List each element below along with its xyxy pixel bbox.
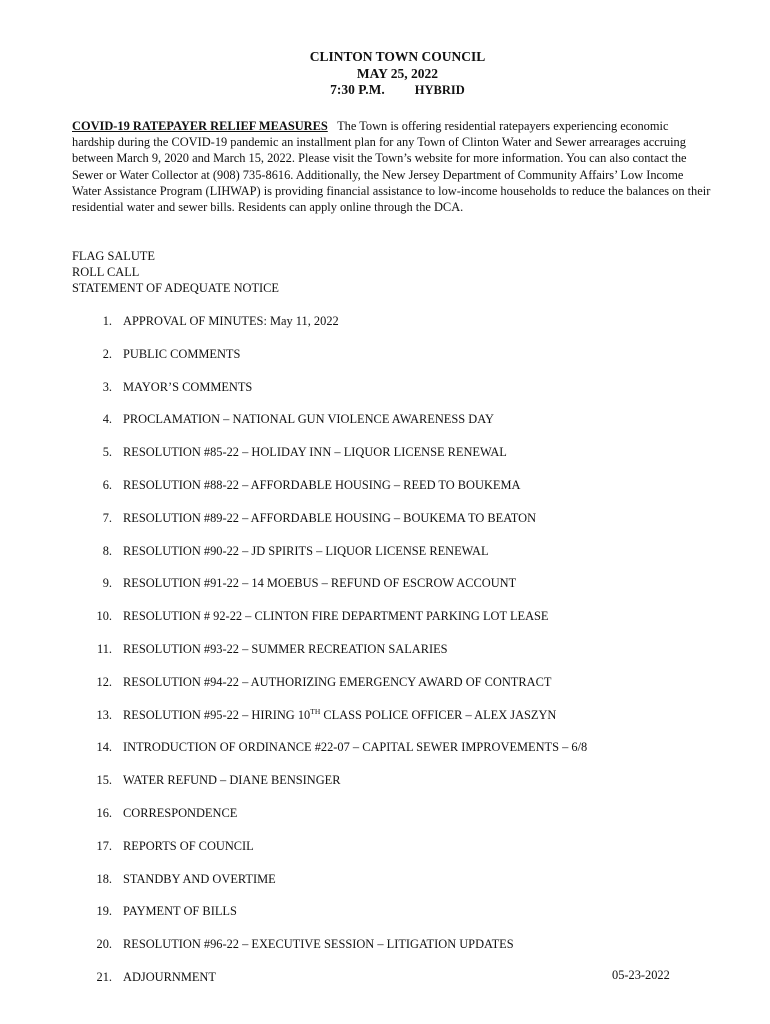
agenda-item-text: INTRODUCTION OF ORDINANCE #22-07 – CAPITAL SEWER IMPROVEMENTS – 6/8	[123, 740, 588, 755]
agenda-item-number: 8.	[102, 543, 112, 558]
agenda-item-text: RESOLUTION # 92-22 – CLINTON FIRE DEPARTMENT PARKING LOT LEASE	[123, 609, 549, 624]
agenda-item-number: 2.	[102, 346, 112, 361]
agenda-item-text: RESOLUTION #90-22 – JD SPIRITS – LIQUOR LICENSE RENEWAL	[123, 543, 489, 558]
agenda-item-text: WATER REFUND – DIANE BENSINGER	[123, 773, 341, 788]
agenda-item-number: 4.	[102, 412, 112, 427]
agenda-item-number: 20.	[96, 937, 112, 952]
agenda-item-text: REPORTS OF COUNCIL	[123, 838, 254, 853]
agenda-item-text: ADJOURNMENT	[123, 970, 216, 984]
agenda-item-text: PUBLIC COMMENTS	[123, 346, 241, 361]
opening-items	[72, 248, 279, 297]
agenda-item-number: 5.	[102, 445, 112, 460]
flag-salute: FLAG SALUTE	[72, 249, 155, 263]
agenda-item-number: 19.	[96, 904, 112, 919]
agenda-item-number: 18.	[96, 871, 112, 886]
meeting-format: HYBRID	[414, 83, 465, 97]
agenda-item-number: 6.	[102, 478, 112, 492]
agenda-item-number: 13.	[96, 707, 112, 722]
agenda-item-number: 3.	[102, 379, 112, 394]
statement-of-notice: STATEMENT OF ADEQUATE NOTICE	[72, 281, 280, 296]
agenda-item-text: RESOLUTION #93-22 – SUMMER RECREATION SALARIES	[123, 642, 448, 656]
meeting-date: MAY 25, 2022	[356, 65, 439, 81]
agenda-item-text-start: RESOLUTION #95-22 – HIRING 10	[123, 707, 311, 722]
agenda-item-text: RESOLUTION #85-22 – HOLIDAY INN – LIQUOR LICENSE RENEWAL	[123, 445, 507, 460]
agenda-item-text: STANDBY AND OVERTIME	[123, 871, 276, 886]
agenda-item-number: 1.	[102, 314, 112, 328]
ordinal-suffix: TH	[310, 706, 321, 716]
covid-relief-notice	[72, 118, 712, 215]
document-header	[0, 49, 770, 99]
agenda-item-text: PAYMENT OF BILLS	[123, 904, 237, 919]
agenda-item-text: RESOLUTION #88-22 – AFFORDABLE HOUSING – REED TO BOUKEMA	[123, 478, 521, 492]
roll-call: ROLL CALL	[72, 265, 140, 280]
agenda-item-number: 17.	[96, 838, 112, 853]
agenda-item-text: PROCLAMATION – NATIONAL GUN VIOLENCE AWARENESS DAY	[123, 412, 494, 427]
agenda-item-number: 12.	[96, 674, 112, 689]
agenda-item-number: 21.	[96, 970, 112, 984]
notice-body: The Town is offering residential ratepayers experiencing economic hardship during the COVID-19 pandemic an installment plan for any Town of Clinton Water and Sewer arrearages accruing between March 9, 2020 and March 15, 2022. Please visit the Town’s website for more information. You can also contact the Sewer or Water Collector at (908) 735-8616. Additionally, the New Jersey Department of Community Affairs’ Low Income Water Assistance Program (LIHWAP) is providing financial assistance to low-income households to reduce the balances on their residential water and sewer bills. Residents can apply online through the DCA.	[72, 119, 711, 215]
notice-title: COVID-19 RATEPAYER RELIEF MEASURES	[72, 119, 328, 133]
agenda-item-text-end: CLASS POLICE OFFICER – ALEX JASZYN	[320, 707, 557, 722]
council-name: CLINTON TOWN COUNCIL	[309, 49, 486, 64]
agenda-item-text: CORRESPONDENCE	[123, 806, 238, 820]
agenda-item-number: 10.	[96, 609, 112, 624]
agenda-item-number: 16.	[96, 806, 112, 820]
agenda-item-number: 11.	[96, 642, 112, 656]
agenda-item-text: RESOLUTION #96-22 – EXECUTIVE SESSION – LITIGATION UPDATES	[123, 937, 514, 952]
agenda-item-number: 7.	[102, 510, 112, 525]
agenda-item-text: RESOLUTION #89-22 – AFFORDABLE HOUSING – BOUKEMA TO BEATON	[123, 510, 537, 525]
agenda-item-text: APPROVAL OF MINUTES: May 11, 2022	[123, 314, 339, 328]
agenda-item-text: RESOLUTION #94-22 – AUTHORIZING EMERGENCY AWARD OF CONTRACT	[123, 674, 552, 689]
agenda-item-number: 15.	[96, 773, 112, 788]
agenda-item-text: RESOLUTION #91-22 – 14 MOEBUS – REFUND OF ESCROW ACCOUNT	[123, 576, 517, 591]
revision-date: 05-23-2022	[612, 968, 670, 982]
meeting-time-line	[0, 82, 770, 99]
meeting-time: 7:30 P.M.	[330, 82, 385, 97]
agenda-item-number: 14.	[96, 740, 112, 755]
agenda-item-number: 9.	[102, 576, 112, 591]
agenda-item-text	[123, 707, 556, 723]
agenda-item-text: MAYOR’S COMMENTS	[123, 379, 253, 394]
